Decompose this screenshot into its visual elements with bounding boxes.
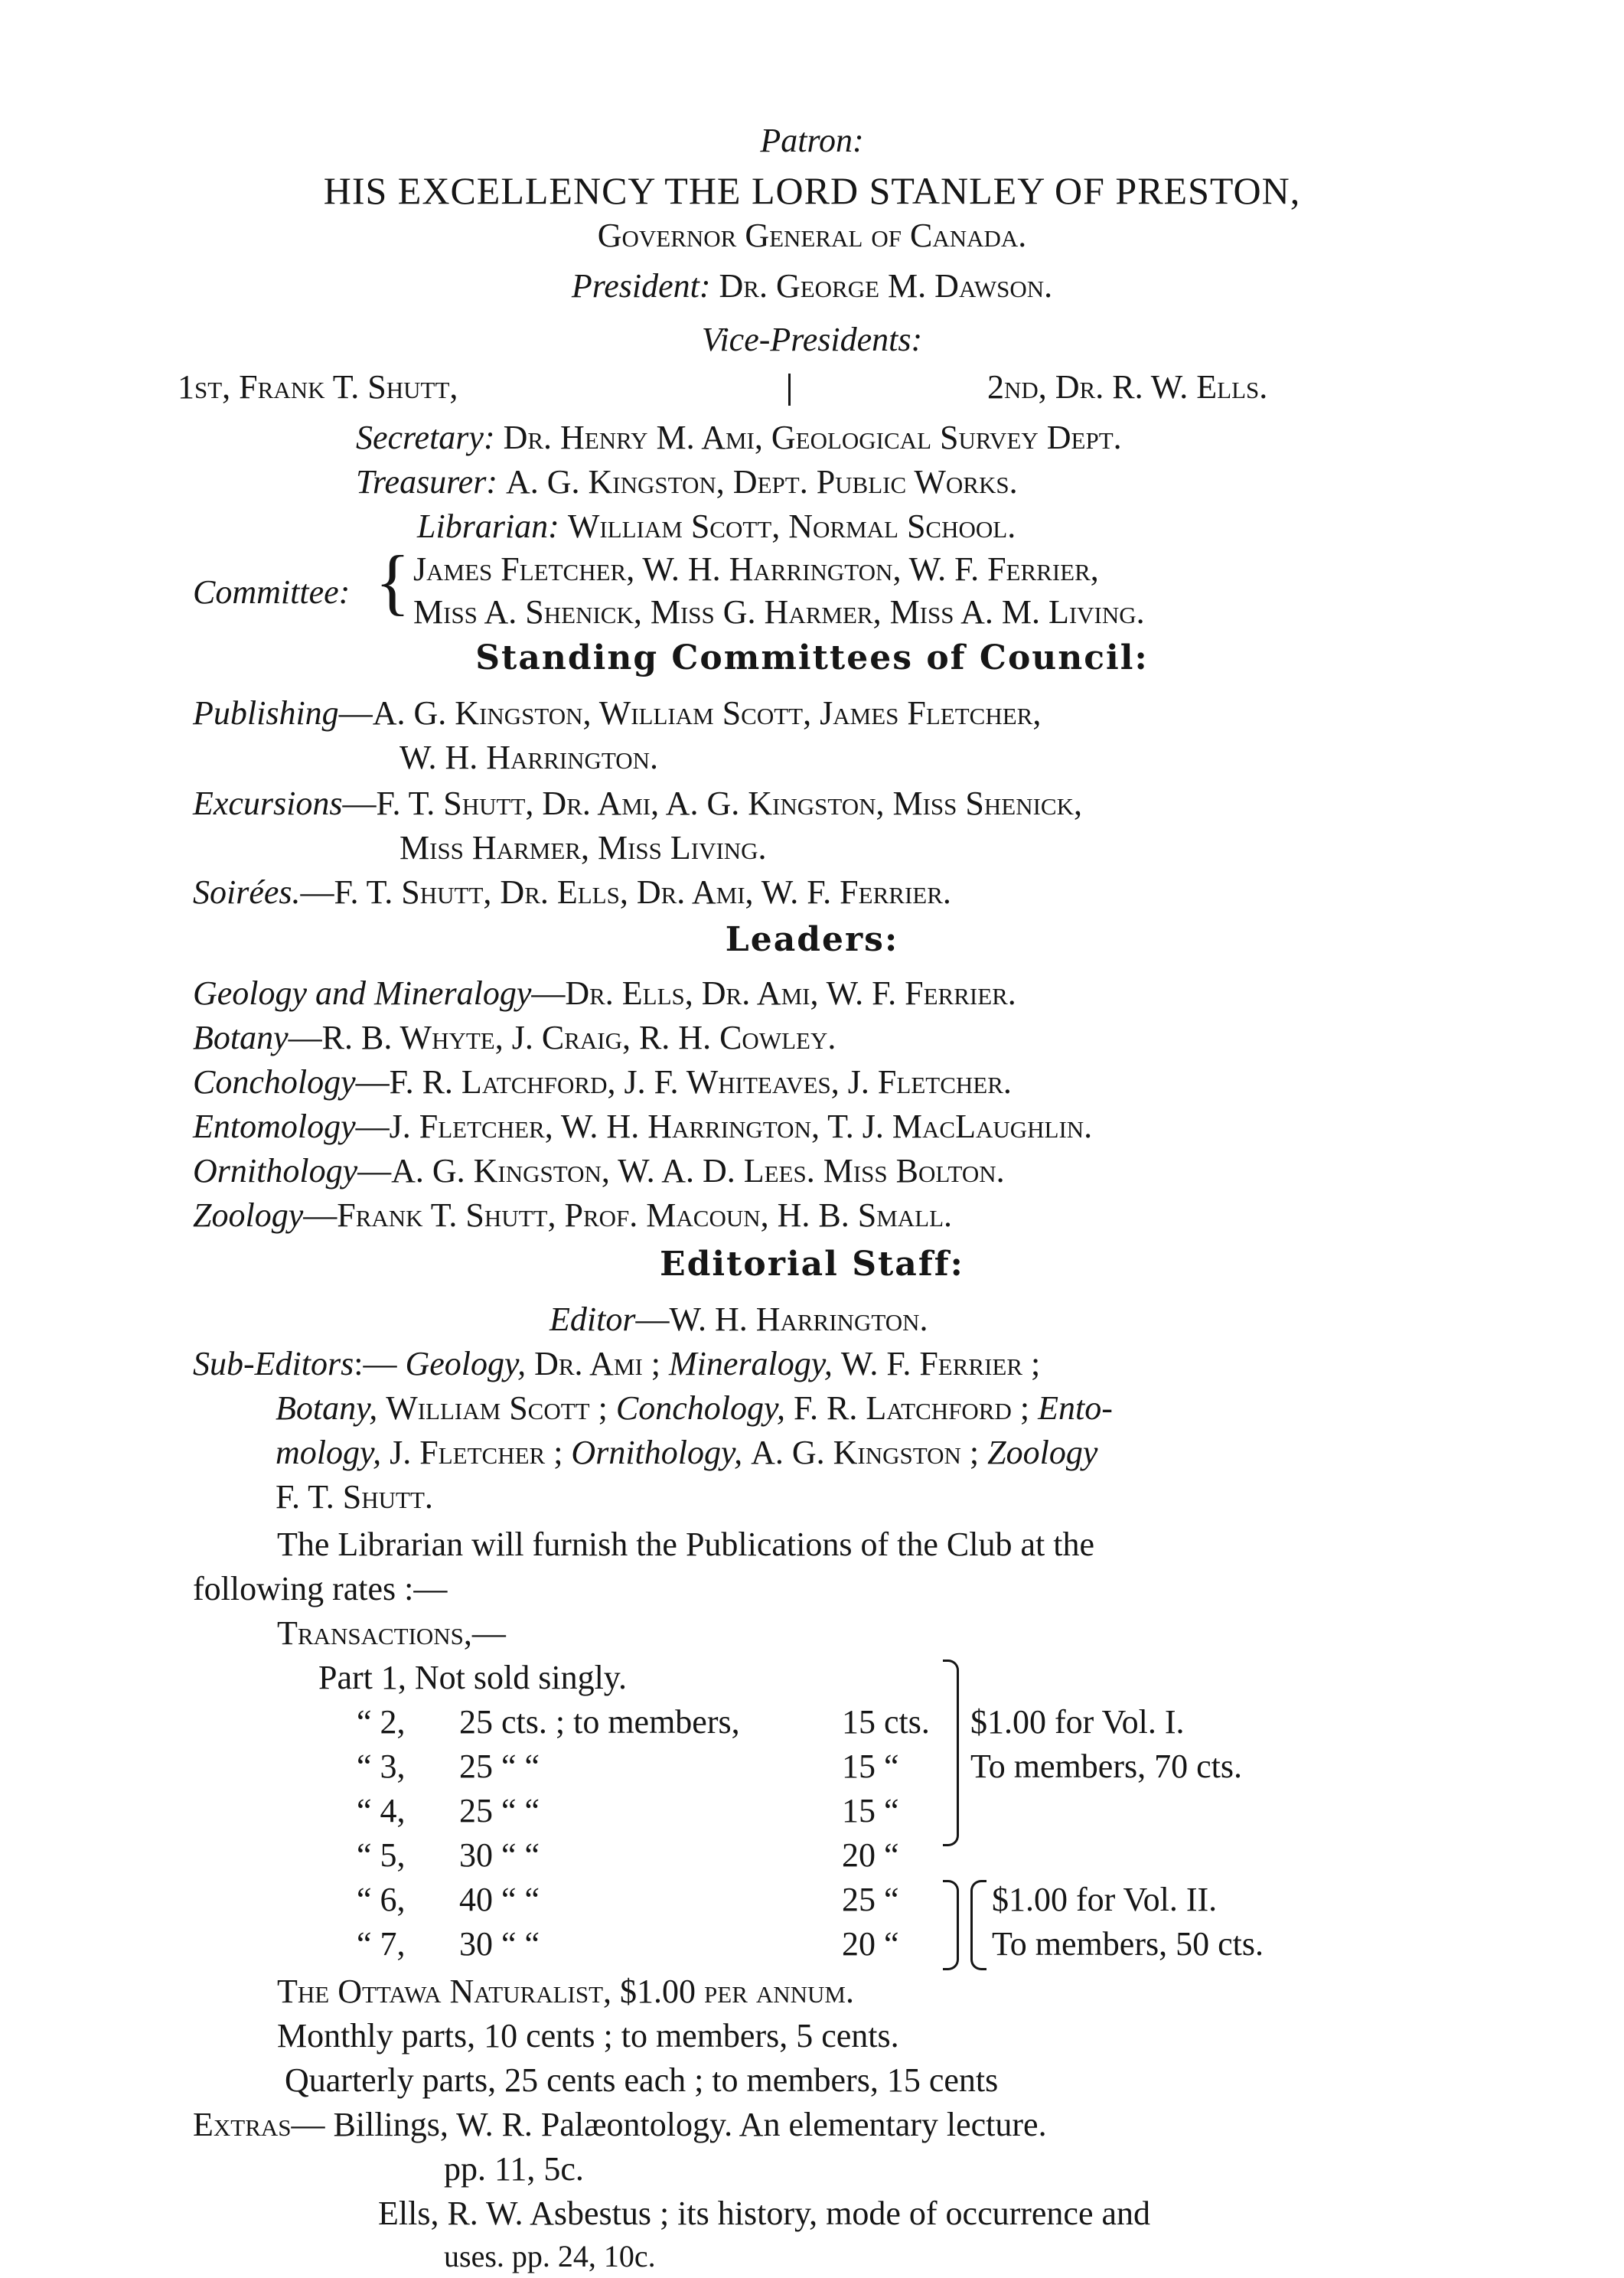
leaders-heading: Leaders: (725, 920, 899, 959)
leader-names: —J. Fletcher, W. H. Harrington, T. J. MacLaughlin. (355, 1108, 1093, 1145)
patron-title: Governor General of Canada. (597, 217, 1027, 254)
secretary-label: Secretary: (356, 419, 495, 456)
extras-label: Extras (193, 2106, 292, 2143)
mineralogy-name: W. F. Ferrier ; (840, 1345, 1041, 1382)
sub-editors-separator: :— (354, 1345, 397, 1382)
leader-row-zoology (193, 1196, 953, 1234)
extras-line-1 (193, 2108, 1047, 2142)
publishing-line (193, 694, 1042, 732)
sub-editors-label: Sub-Editors (193, 1345, 354, 1382)
leader-row-ornithology (193, 1154, 1005, 1188)
volume-2-bracket-right (943, 1880, 959, 1970)
vice-divider (788, 374, 791, 406)
monthly-parts-line: Monthly parts, 10 cents ; to members, 5 cents. (277, 2017, 899, 2054)
vice-presidents-label: Vice-Presidents: (701, 321, 923, 358)
publications-intro-2: following rates :— (193, 1570, 448, 1607)
excursions-text: —F. T. Shutt, Dr. Ami, A. G. Kingston, Miss Shenick, (342, 785, 1082, 822)
part-row-member: 20 “ (842, 1836, 899, 1874)
editor-name: —W. H. Harrington. (635, 1301, 928, 1338)
zoology-label: Zoology (987, 1434, 1098, 1471)
publications-intro-1: The Librarian will furnish the Publications of the Club at the (277, 1526, 1094, 1563)
extras-billings: — Billings, W. R. Palæontology. An elementary lecture. (291, 2106, 1047, 2143)
treasurer-name: A. G. Kingston, Dept. Public Works. (505, 463, 1018, 501)
soirees-text: —F. T. Shutt, Dr. Ells, Dr. Ami, W. F. Ferrier. (300, 873, 951, 911)
librarian-label: Librarian: (417, 507, 559, 545)
part-row-member: 15 cts. (842, 1703, 930, 1741)
patron-name: HIS EXCELLENCY THE LORD STANLEY OF PRESTON, (323, 169, 1301, 212)
part-row-member: 15 “ (842, 1748, 899, 1785)
president-label: President: (571, 267, 711, 305)
part-row-price: 25 cts. ; to members, (459, 1703, 740, 1741)
secretary-line (356, 421, 1122, 455)
vol-1-members: To members, 70 cts. (970, 1748, 1242, 1785)
editorial-staff-heading: Editorial Staff: (660, 1245, 964, 1284)
sub-editors-line-2 (276, 1389, 1113, 1427)
leader-label: Ornithology (193, 1152, 358, 1190)
treasurer-label: Treasurer: (356, 463, 497, 501)
part-row-num: “ 2, (357, 1703, 406, 1741)
treasurer-line (356, 465, 1018, 499)
leader-names: —F. R. Latchford, J. F. Whiteaves, J. Fletcher. (355, 1063, 1012, 1101)
conchology-label: Conchology, (615, 1389, 786, 1427)
vice-president-second: 2nd, Dr. R. W. Ells. (987, 368, 1268, 406)
publishing-label: Publishing (193, 694, 339, 732)
librarian-name: William Scott, Normal School. (567, 507, 1016, 545)
part-row-member: 15 “ (842, 1792, 899, 1829)
vol-2-price: $1.00 for Vol. II. (992, 1881, 1218, 1918)
president-name: Dr. George M. Dawson. (719, 267, 1053, 305)
mology-name: J. Fletcher ; (390, 1434, 563, 1471)
leader-label: Botany (193, 1019, 289, 1056)
entomology-label: Ento- (1038, 1389, 1113, 1427)
part-row-price: 40 “ “ (459, 1881, 540, 1918)
extras-ells: Ells, R. W. Asbestus ; its history, mode of occurrence and (378, 2195, 1151, 2232)
mology-label: mology, (276, 1434, 382, 1471)
extras-ells-pages: uses. pp. 24, 10c. (444, 2239, 656, 2273)
vol-2-members: To members, 50 cts. (992, 1925, 1264, 1963)
patron-label: Patron: (760, 122, 864, 159)
leader-names: —Dr. Ells, Dr. Ami, W. F. Ferrier. (531, 974, 1016, 1012)
part-row-member: 25 “ (842, 1881, 899, 1918)
excursions-continuation: Miss Harmer, Miss Living. (399, 829, 767, 866)
leader-row-botany (193, 1021, 836, 1055)
ornithology-name: A. G. Kingston ; (751, 1434, 980, 1471)
extras-billings-pages: pp. 11, 5c. (444, 2150, 584, 2188)
leader-label: Geology and Mineralogy (193, 974, 532, 1012)
secretary-name: Dr. Henry M. Ami, Geological Survey Dept. (503, 419, 1122, 456)
standing-committees-heading: Standing Committees of Council: (475, 638, 1149, 677)
leader-names: —R. B. Whyte, J. Craig, R. H. Cowley. (288, 1019, 836, 1056)
transactions-part-1: Part 1, Not sold singly. (318, 1659, 627, 1696)
leader-row-conchology (193, 1063, 1012, 1101)
sub-editors-line-1 (193, 1347, 1040, 1381)
excursions-label: Excursions (193, 785, 343, 822)
vice-president-first: 1st, Frank T. Shutt, (178, 368, 458, 406)
ornithology-label: Ornithology, (571, 1434, 743, 1471)
leader-label: Conchology (193, 1063, 356, 1101)
leader-names: —A. G. Kingston, W. A. D. Lees. Miss Bolton. (357, 1152, 1005, 1190)
soirees-line (193, 873, 951, 911)
mineralogy-label: Mineralogy, (669, 1345, 833, 1382)
part-row-price: 25 “ “ (459, 1748, 540, 1785)
leader-row-geology (193, 974, 1016, 1012)
librarian-line (417, 507, 1016, 545)
ottawa-naturalist-line: The Ottawa Naturalist, $1.00 per annum. (277, 1973, 854, 2010)
publishing-continuation: W. H. Harrington. (399, 739, 659, 776)
part-row-price: 30 “ “ (459, 1925, 540, 1963)
part-row-num: “ 6, (357, 1881, 406, 1918)
volume-1-bracket (943, 1660, 959, 1846)
committee-label: Committee: (193, 573, 351, 611)
part-row-price: 25 “ “ (459, 1792, 540, 1829)
leader-label: Entomology (193, 1108, 356, 1145)
committee-line-2: Miss A. Shenick, Miss G. Harmer, Miss A. M. Living. (413, 593, 1145, 631)
vol-1-price: $1.00 for Vol. I. (970, 1703, 1185, 1741)
botany-label: Botany, (276, 1389, 378, 1427)
volume-2-bracket-left (970, 1880, 986, 1970)
excursions-line (193, 787, 1082, 821)
leader-label: Zoology (193, 1196, 304, 1234)
geology-label: Geology, (405, 1345, 527, 1382)
editor-label: Editor (549, 1301, 636, 1338)
conchology-name: F. R. Latchford ; (794, 1389, 1030, 1427)
part-row-num: “ 5, (357, 1836, 406, 1874)
botany-name: William Scott ; (386, 1389, 608, 1427)
president-line (0, 269, 1624, 303)
transactions-label: Transactions,— (277, 1614, 506, 1652)
committee-line-1: James Fletcher, W. H. Harrington, W. F. Ferrier, (413, 550, 1099, 588)
part-row-member: 20 “ (842, 1925, 899, 1963)
sub-editors-line-3 (276, 1436, 1097, 1470)
editor-line (549, 1303, 928, 1336)
part-row-num: “ 4, (357, 1792, 406, 1829)
leader-names: —Frank T. Shutt, Prof. Macoun, H. B. Small. (303, 1196, 953, 1234)
committee-brace: { (375, 540, 411, 622)
soirees-label: Soirées. (193, 873, 301, 911)
quarterly-parts-line: Quarterly parts, 25 cents each ; to members, 15 cents (285, 2061, 999, 2099)
part-row-price: 30 “ “ (459, 1836, 540, 1874)
leader-row-entomology (193, 1110, 1092, 1144)
part-row-num: “ 7, (357, 1925, 406, 1963)
publishing-text: —A. G. Kingston, William Scott, James Fletcher, (338, 694, 1042, 732)
zoology-name: F. T. Shutt. (276, 1478, 433, 1516)
geology-name: Dr. Ami ; (534, 1345, 661, 1382)
part-row-num: “ 3, (357, 1748, 406, 1785)
